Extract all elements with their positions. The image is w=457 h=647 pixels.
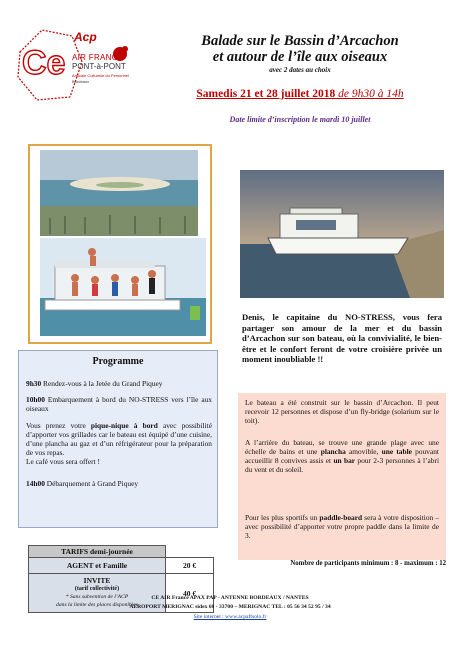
program-item-3-a: Vous prenez votre — [26, 421, 91, 430]
boat-info-p2-d: pour 2-3 personnes à l’abri du vent et du soleil. — [245, 456, 440, 474]
program-title: Programme — [92, 356, 144, 367]
participants-count: Nombre de participants minimum : 8 - maximum : 12 — [290, 560, 446, 567]
footer-website-link[interactable]: Site internet : www.acpaftsolo.fr — [193, 614, 267, 620]
program-item-2-text: Embarquement à bord du NO-STRESS vers l’île aux oiseaux — [26, 395, 212, 413]
logo-brand: Acp — [74, 30, 97, 44]
boat-info-p3-b: sera à votre disposition – avec possibilité d’apporter votre propre paddle dans la limite de 3. — [245, 513, 439, 540]
program-item-3-b: avec possibilité d’apporter vos grillades car le bateau est équipé d’une cuisine, d’une plancha au gaz et d’un réfrigérateur pour la préparation de vos repas. — [26, 421, 212, 457]
dates-time: de 9h30 à 14h — [338, 88, 404, 100]
boat-info-p3 — [245, 513, 439, 540]
program-item-3-c: Le café vous sera offert ! — [26, 457, 100, 466]
tarifs-header-row — [29, 546, 214, 558]
subtitle: avec 2 dates au choix — [269, 66, 331, 74]
program-item-2 — [26, 395, 212, 413]
boat-info-p3-a: Pour les plus sportifs un — [245, 513, 320, 522]
program-item-3 — [26, 421, 212, 466]
footer-line1: CE AIR France APAX PAP - ANTENNE BORDEAUX / NANTES — [151, 595, 309, 601]
boat-info-box — [238, 393, 446, 560]
program-item-1-text: Rendez-vous à la Jetée du Grand Piquey — [41, 379, 163, 388]
tarif-invite-price: 40 € — [166, 574, 214, 613]
dates-prefix: Samedis 21 et 28 juillet 2018 — [196, 88, 339, 100]
boat-info-table: une table — [381, 447, 412, 456]
logo-line4: Bordeaux — [72, 79, 90, 84]
logo-mark: Ce — [22, 44, 66, 82]
tarif-agent-label: AGENT et Famille — [29, 558, 166, 574]
program-item-4-text: Débarquement à Grand Piquey — [44, 479, 139, 488]
no-stress-boat-photo — [240, 170, 444, 298]
footer-line2: AEROPORT MERIGNAC sidex 68 - 33700 – MERIGNAC TEL : 05 56 34 52 95 / 34 — [129, 604, 331, 610]
tarif-invite-note2: dans la limite des places disponibles — [56, 602, 138, 608]
tarif-row-agent — [29, 558, 214, 574]
boat-info-p2 — [245, 438, 439, 474]
boat-info-bar: un bar — [333, 456, 356, 465]
boat-info-p2-c: pouvant accueillir 8 convives assis et — [245, 447, 439, 465]
program-box — [18, 350, 218, 528]
logo-line3: Amicale Culturelle du Personnel — [72, 73, 129, 78]
logo-line2: PONT-à-PONT — [72, 62, 126, 71]
program-item-4 — [26, 479, 212, 488]
program-item-1 — [26, 379, 212, 388]
tarif-agent-price: 20 € — [166, 558, 214, 574]
boat-info-paddle: paddle-board — [319, 513, 363, 522]
captain-intro: Denis, le capitaine du NO-STRESS, vous fera partager son amour de la mer et du bassin d’Arcachon sur son bateau, où la convivialité, le bien-être et le confort feront de votre croisière privée un moment inoubliable !! — [242, 312, 442, 365]
tarif-invite-label: INVITE — [83, 576, 111, 585]
registration-deadline: Date limite d’inscription le mardi 10 juillet — [229, 115, 371, 124]
tarifs-table — [28, 545, 214, 613]
tarifs-header: TARIFS demi-journée — [29, 546, 166, 558]
photo-frame — [28, 144, 212, 344]
island-aerial-photo — [40, 150, 198, 236]
acp-logo — [12, 22, 137, 112]
program-item-2-time: 10h00 — [26, 395, 45, 404]
boat-info-p2-a: A l’arrière du bateau, se trouve une grande plage avec une échelle de bains et une — [245, 438, 439, 456]
tarif-invite-note1: * Sans subvention de l’ACP — [65, 594, 129, 600]
tarif-invite-sub: (tarif collectivité) — [74, 586, 120, 592]
title-line1: Balade sur le Bassin d’Arcachon — [201, 33, 399, 49]
boat-info-p1: Le bateau a été construit sur le bassin d’Arcachon. Il peut recevoir 12 personnes et dispose d’un fly-bridge (solarium sur le toit). — [245, 398, 439, 425]
program-item-4-time: 14h00 — [26, 479, 45, 488]
program-item-1-time: 9h30 — [26, 379, 42, 388]
title-line2: et autour de l’île aux oiseaux — [212, 49, 388, 65]
event-dates — [150, 88, 450, 100]
boat-passengers-photo — [40, 238, 206, 336]
footer-website[interactable] — [60, 614, 400, 620]
boat-info-p2-b: amovible, — [345, 447, 382, 456]
boat-info-plancha: plancha — [320, 447, 346, 456]
program-item-3-bold: pique-nique à bord — [90, 421, 158, 430]
logo-line1: AIR FRANCE — [72, 53, 124, 62]
